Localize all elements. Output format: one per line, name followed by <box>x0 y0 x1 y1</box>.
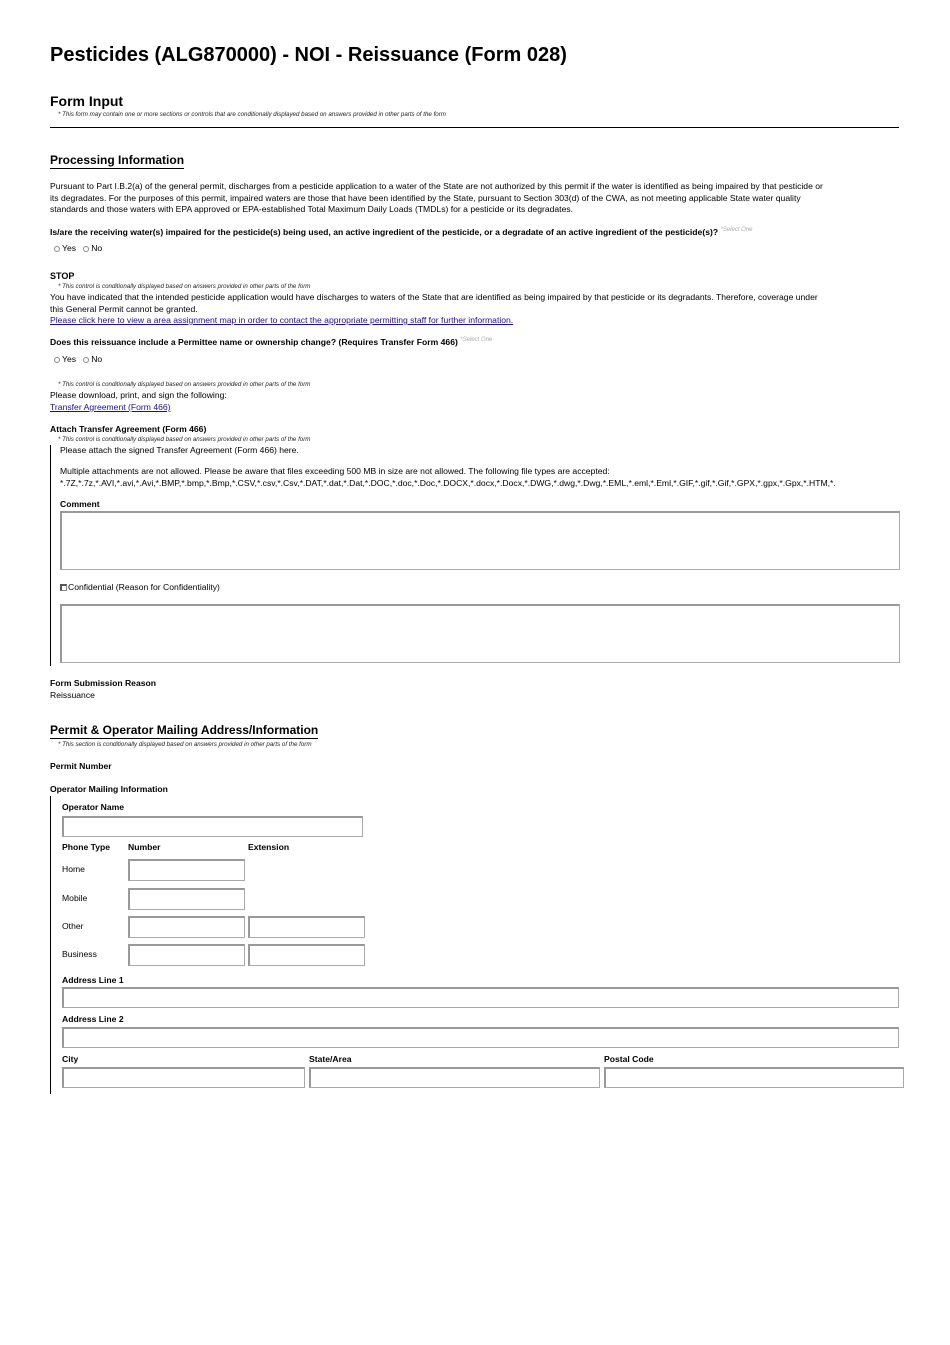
select-hint: *Select One <box>460 337 493 344</box>
state-input[interactable] <box>309 1067 600 1088</box>
phone-type-header: Phone Type <box>62 842 111 852</box>
page-title: Pesticides (ALG870000) - NOI - Reissuance (Form 028) <box>50 44 567 66</box>
stop-text-line: You have indicated that the intended pesticide application would have discharges to waters of the State that are identified as being impaired by that pesticide or its degradants. Therefore, coverage under <box>50 292 818 302</box>
no-radio[interactable] <box>83 357 89 363</box>
business-extension-input[interactable] <box>248 944 365 966</box>
section-note: * This section is conditionally displayed based on answers provided in other parts of the form <box>58 741 312 748</box>
no-radio[interactable] <box>83 246 89 252</box>
operator-section-border <box>50 796 51 1094</box>
other-extension-input[interactable] <box>248 916 365 938</box>
mobile-number-input[interactable] <box>128 888 245 910</box>
stop-heading: STOP <box>50 271 75 281</box>
confidential-reason-textarea[interactable] <box>60 604 900 663</box>
postal-code-label: Postal Code <box>604 1054 654 1064</box>
select-hint: *Select One <box>720 227 753 234</box>
business-number-input[interactable] <box>128 944 245 966</box>
address1-input[interactable] <box>62 987 899 1008</box>
confidential-checkbox[interactable] <box>60 584 67 591</box>
confidential-row <box>60 582 220 594</box>
area-map-link[interactable]: Please click here to view a area assignment map in order to contact the appropriate permitting staff for further information. <box>50 315 514 325</box>
city-input[interactable] <box>62 1067 305 1088</box>
number-header: Number <box>128 842 161 852</box>
city-label: City <box>62 1054 79 1064</box>
transfer-agreement-link[interactable]: Transfer Agreement (Form 466) <box>50 402 171 412</box>
ownership-question <box>50 337 492 347</box>
attach-rules: Multiple attachments are not allowed. Please be aware that files exceeding 500 MB in size are not allowed. The following file types are accepted: <box>60 466 610 476</box>
stop-text <box>50 292 910 315</box>
processing-paragraph <box>50 181 910 216</box>
no-label: No <box>91 243 103 253</box>
postal-code-input[interactable] <box>604 1067 904 1088</box>
confidential-label: Confidential (Reason for Confidentiality) <box>68 582 220 592</box>
impaired-radio-group <box>54 243 102 255</box>
paragraph-line: standards and those waters with EPA approved or EPA-established Total Maximum Daily Loads (TMDLs) for a pesticide or its degradates. <box>50 204 574 214</box>
address2-label: Address Line 2 <box>62 1014 124 1024</box>
extension-header: Extension <box>248 842 290 852</box>
phone-type-other: Other <box>62 921 84 931</box>
divider <box>50 127 899 128</box>
impaired-question <box>50 227 753 237</box>
operator-name-input[interactable] <box>62 816 363 837</box>
other-number-input[interactable] <box>128 916 245 938</box>
conditional-note: * This control is conditionally displayed based on answers provided in other parts of the form <box>58 436 311 443</box>
yes-radio[interactable] <box>54 357 60 363</box>
submission-reason-label: Form Submission Reason <box>50 678 157 688</box>
question-text: Is/are the receiving water(s) impaired for the pesticide(s) being used, an active ingredient of the pesticide, or a degradate of an active ingredient of the pesticide(s)? <box>50 227 719 237</box>
permit-heading: Permit & Operator Mailing Address/Information <box>50 723 319 737</box>
question-text: Does this reissuance include a Permittee name or ownership change? (Requires Transfer Form 466) <box>50 337 458 347</box>
comment-textarea[interactable] <box>60 511 900 570</box>
operator-mailing-label: Operator Mailing Information <box>50 784 168 794</box>
attach-heading: Attach Transfer Agreement (Form 466) <box>50 424 207 434</box>
paragraph-line: its degradates. For the purposes of this permit, impaired waters are those that have been identified by the State, pursuant to Section 303(d) of the CWA, as not meeting applicable State water quality <box>50 192 801 203</box>
conditional-note: * This control is conditionally displayed based on answers provided in other parts of the form <box>58 283 311 290</box>
processing-heading: Processing Information <box>50 153 185 167</box>
home-number-input[interactable] <box>128 859 245 881</box>
phone-type-business: Business <box>62 949 97 959</box>
yes-label: Yes <box>62 243 77 253</box>
address1-label: Address Line 1 <box>62 975 124 985</box>
form-input-heading: Form Input <box>50 93 124 109</box>
address2-input[interactable] <box>62 1027 899 1048</box>
form-input-note: * This form may contain one or more sections or controls that are conditionally displayed based on answers provided in other parts of the form <box>58 111 446 118</box>
submission-reason-value: Reissuance <box>50 690 95 700</box>
operator-name-label: Operator Name <box>62 802 125 812</box>
conditional-note: * This control is conditionally displayed based on answers provided in other parts of the form <box>58 381 311 388</box>
attach-text: Please attach the signed Transfer Agreement (Form 466) here. <box>60 445 299 455</box>
no-label: No <box>91 354 103 364</box>
comment-label: Comment <box>60 499 100 509</box>
ownership-radio-group <box>54 354 102 366</box>
phone-type-home: Home <box>62 864 85 874</box>
yes-label: Yes <box>62 354 77 364</box>
file-types: *.7Z,*.7z,*.AVI,*.avi,*.Avi,*.BMP,*.bmp,*.Bmp,*.CSV,*.csv,*.Csv,*.DAT,*.dat,*.Dat,*.DOC,*.doc,*.Doc,*.DOCX,*.docx,*.Docx,*.DWG,*.dwg,*.Dwg,*.EML,*.eml,*.Eml,*.GIF,*.gif,*.Gif,*.GPX,*.gpx,*.Gpx,*.HTM,*. <box>60 478 836 488</box>
yes-radio[interactable] <box>54 246 60 252</box>
phone-type-mobile: Mobile <box>62 893 88 903</box>
stop-text-line: this General Permit cannot be granted. <box>50 303 198 314</box>
permit-number-label: Permit Number <box>50 761 112 771</box>
attach-section-border <box>50 445 51 666</box>
paragraph-line: Pursuant to Part I.B.2(a) of the general permit, discharges from a pesticide application to a water of the State are not authorized by this permit if the water is identified as being impaired by that pesticide or <box>50 181 823 191</box>
download-text: Please download, print, and sign the following: <box>50 390 227 400</box>
state-label: State/Area <box>309 1054 352 1064</box>
